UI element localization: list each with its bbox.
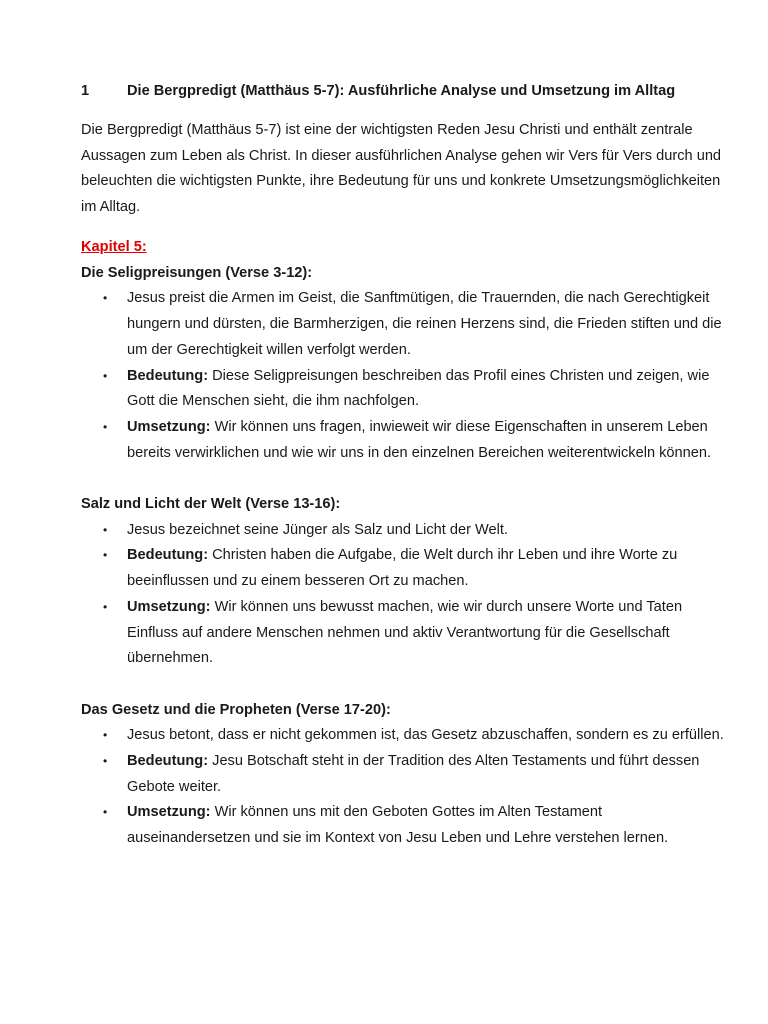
bedeutung-label: Bedeutung: [127,547,209,564]
bedeutung-label: Bedeutung: [127,367,209,384]
bullet-icon: • [103,754,108,769]
list-item [81,286,726,363]
list-item [81,749,726,800]
bullet-icon: • [103,599,108,614]
list-item [81,415,726,466]
section-salz-und-licht [81,492,726,672]
section-title: Salz und Licht der Welt (Verse 13-16): [81,496,341,513]
bullet-icon: • [103,522,108,537]
intro-paragraph: Die Bergpredigt (Matthäus 5-7) ist eine der wichtigsten Reden Jesu Christi und enthält zentrale Aussagen zum Leben als Christ. In dieser ausführlichen Analyse gehen wir Vers für Vers durch und beleuchten die wichtigsten Punkte, ihre Bedeutung für uns und konkrete Umsetzungsmöglichkeiten im Alltag. [81,122,722,216]
bullet-list [81,518,726,672]
bedeutung-label: Bedeutung: [127,753,209,770]
section-title: Die Seligpreisungen (Verse 3-12): [81,264,313,281]
umsetzung-label: Umsetzung: [127,804,211,821]
list-item [81,364,726,415]
section-seligpreisungen [81,261,726,467]
umsetzung-label: Umsetzung: [127,418,211,435]
bedeutung-text: Diese Seligpreisungen beschreiben das Profil eines Christen und zeigen, wie Gott die Menschen sieht, die ihm nachfolgen. [127,367,710,410]
list-item [81,800,726,851]
bullet-icon: • [103,419,108,434]
heading-number: 1 [81,83,90,99]
section-gesetz-und-propheten [81,698,726,852]
chapter-label: Kapitel 5: [81,239,147,255]
bullet-icon: • [103,291,108,306]
list-item [81,518,726,544]
statement-text: Jesus bezeichnet seine Jünger als Salz und Licht der Welt. [127,521,509,538]
list-item [81,595,726,672]
list-item [81,543,726,594]
section-title: Das Gesetz und die Propheten (Verse 17-20): [81,701,391,718]
bullet-icon: • [103,805,108,820]
umsetzung-text: Wir können uns mit den Geboten Gottes im Alten Testament auseinandersetzen und sie im Kontext von Jesu Leben und Lehre verstehen lernen. [127,804,669,847]
list-item [81,723,726,749]
statement-text: Jesus preist die Armen im Geist, die Sanftmütigen, die Trauernden, die nach Gerechtigkeit hungern und dürsten, die Barmherzigen, die reinen Herzens sind, die Frieden stiften und die um der Gerechtigkeit willen verfolgt werden. [127,290,722,358]
bedeutung-text: Jesu Botschaft steht in der Tradition des Alten Testaments und führt dessen Gebote weiter. [127,753,700,795]
chapter-content [81,235,726,878]
umsetzung-text: Wir können uns bewusst machen, wie wir durch unsere Worte und Taten Einfluss auf andere Menschen nehmen und aktiv Verantwortung für die Gesellschaft übernehmen. [127,598,683,667]
heading-title: Die Bergpredigt (Matthäus 5-7): Ausführliche Analyse und Umsetzung im Alltag [127,83,676,99]
umsetzung-text: Wir können uns fragen, inwieweit wir diese Eigenschaften in unserem Leben bereits verwirklichen und wie wir uns in den einzelnen Bereichen weiterentwickeln können. [127,418,712,461]
bullet-icon: • [103,368,108,383]
bullet-list [81,286,726,466]
bullet-icon: • [103,728,108,743]
bullet-list [81,723,726,852]
umsetzung-label: Umsetzung: [127,598,211,615]
statement-text: Jesus betont, dass er nicht gekommen ist, das Gesetz abzuschaffen, sondern es zu erfüllen. [127,727,724,744]
bullet-icon: • [103,548,108,563]
bedeutung-text: Christen haben die Aufgabe, die Welt durch ihr Leben und ihre Worte zu beeinflussen und zu einem besseren Ort zu machen. [127,547,678,590]
section-heading [81,81,675,101]
